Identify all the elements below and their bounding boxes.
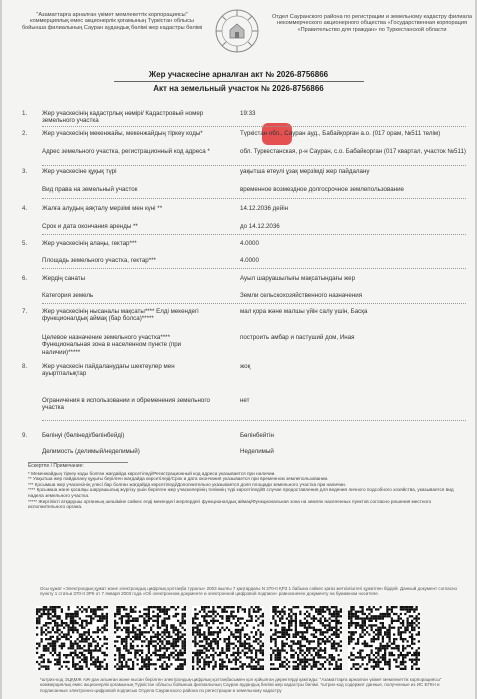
row-divider bbox=[42, 303, 466, 304]
row-divider bbox=[42, 234, 466, 235]
qr-code bbox=[348, 606, 420, 670]
note-line: **** Қосымша және қосалқы шаруашылық жүргізу үшін берілген жер учаскелерінің телімнің түрі көрсетіледі/В случае предоставления для ведения личного подсобного хозяйства, указывается вид надела земельного участка. bbox=[28, 487, 454, 498]
row-value: уақытша өтеулі ұзақ мерзімді жер пайдалану bbox=[240, 168, 370, 175]
row-divider bbox=[42, 126, 466, 127]
row-label: Бөлінуі (бөлінеді/бөлінбейді) bbox=[42, 432, 125, 439]
row-value: временное возмездное долгосрочное землепользование bbox=[240, 186, 404, 193]
row-label: Категория земель bbox=[42, 292, 94, 299]
row-value: Бөлінбейтін bbox=[240, 432, 274, 439]
row-number: 9. bbox=[22, 432, 28, 439]
row-label: Жер учаскесінің алаңы, гектар*** bbox=[42, 240, 137, 247]
qr-code bbox=[114, 606, 186, 670]
row-value: Неделимый bbox=[240, 448, 274, 455]
row-divider bbox=[42, 420, 466, 421]
row-number: 1. bbox=[22, 110, 28, 117]
emblem-icon bbox=[214, 8, 260, 54]
row-divider bbox=[42, 198, 466, 199]
row-number: 8. bbox=[22, 363, 28, 370]
row-value: до 14.12.2036 bbox=[240, 223, 280, 230]
row-label: Адрес земельного участка, регистрационный код адреса * bbox=[42, 148, 210, 155]
row-number: 5. bbox=[22, 240, 28, 247]
row-number: 4. bbox=[22, 205, 28, 212]
row-number: 7. bbox=[22, 308, 28, 315]
note-line: * Мекенжайдың тіркеу коды болған жағдайда көрсетіледі/Регистрационный код адреса указывается при наличии. bbox=[28, 470, 276, 476]
note-line: ** Уақытша жер пайдалану құқығы берілген жағдайда көрсетіледі/Срок и дата окончания указывается при временном землепользовании. bbox=[28, 476, 329, 482]
row-label: Делимость (делимый/неделимый) bbox=[42, 448, 140, 455]
title-divider bbox=[114, 81, 364, 82]
document-page bbox=[2, 0, 475, 699]
notes-block bbox=[28, 464, 458, 510]
row-value: нет bbox=[240, 397, 250, 404]
row-value: 4.0000 bbox=[240, 240, 259, 247]
row-number: 2. bbox=[22, 130, 28, 137]
legal-footer-text: Осы құжат «Электрондық құжат және электрондық цифрлық қолтаңба туралы» 2003 жылғы 7 қаңтардағы N 370-II ҚРЗ 1 бабына сәйкес қағаз жеткізгіштегі құжатпен бірдей. Данный документ согласно пункту 1 статьи 370-II ЗРК от 7 января 2003 года «Об электронном документе и электронной цифровой подписи» равнозначен документу на бумажном носителе. bbox=[40, 586, 457, 597]
row-value: Ауыл шаруашылығы мақсатындағы жер bbox=[240, 275, 356, 282]
row-value: обл. Туркестанская, р-н Сауран, с.о. Бабайкорган (017 квартал, участок №511) bbox=[240, 148, 466, 155]
row-label: Жер учаскесін пайдаланудағы шектеулер мен ауыртпалықтар bbox=[42, 363, 175, 378]
row-value: построить амбар и пастуший дом, Иная bbox=[240, 334, 355, 341]
title-kz: Жер учаскесіне арналған акт № 2026-8756866 bbox=[148, 70, 329, 79]
row-value: 19:33 bbox=[240, 110, 256, 117]
qr-code bbox=[270, 606, 342, 670]
row-label: Жер учаскесіне құқық түрі bbox=[42, 168, 117, 175]
row-value: жоқ bbox=[240, 363, 251, 370]
emblem-logo bbox=[214, 8, 260, 54]
row-label: Вид права на земельный участок bbox=[42, 186, 138, 193]
note-line: ***** Жергілікті атқарушы органның шешіміне сәйкес елді мекендегі жерлердегі функционалдық аймақ/Функциональная зона на землях населенных пунктов согласно решения местного исполнительного органа. bbox=[28, 498, 432, 510]
row-divider bbox=[42, 165, 466, 166]
row-label: Площадь земельного участка, гектар*** bbox=[42, 257, 156, 264]
row-value: 4.0000 bbox=[240, 257, 259, 264]
row-label: Срок и дата окончания аренды ** bbox=[42, 223, 138, 230]
row-label: Целевое назначение земельного участка**** Функциональная зона в населенном пункте (при наличии)***** bbox=[42, 334, 182, 356]
title-ru: Акт на земельный участок № 2026-8756866 bbox=[153, 84, 324, 93]
barcode-footer-text: *штрих-код ЭЦҚМЖ АЖ-дан алынған және нысан берілген электрондық-цифрлық қолтаңбасымен қол қойылған деректерді қамтиды: "Азаматтарға арналған үкімет мемлекеттік корпорациясы" коммерциялық емес акционерлік қоғамының Түркістан облысы бойынша филиалының Сауран аудандық бөлімі жер кадастры бөлімі. *штрих-код содержит данные, полученные из ИС ЕГКН и подписанные электронно-цифровой подписью Отдела Сауранского района по регистрации и земельному кадастру bbox=[40, 677, 442, 693]
header-right-text: Отдел Сауранского района по регистрации и земельному кадастру филиала некоммерческого акционерного общества «Государственная корпорация «Правительство для граждан» по Туркестанской области bbox=[272, 14, 472, 33]
notes-heading: Ескертпе / Примечание: bbox=[28, 463, 84, 469]
row-label: Жер учаскесінің кадастрлық нөмірі/ Кадастровый номер земельного участка bbox=[42, 110, 204, 125]
row-divider bbox=[42, 268, 466, 269]
row-value: Земли сельскохозяйственного назначения bbox=[240, 292, 363, 299]
row-value: Түркістан обл., Сауран ауд., Бабайқорған а.о. (017 орам, №511 телім) bbox=[240, 130, 441, 137]
row-value: 14.12.2036 дейін bbox=[240, 205, 288, 212]
row-number: 3. bbox=[22, 168, 28, 175]
row-number: 6. bbox=[22, 275, 28, 282]
note-line: *** Қосымша жер учаскесінің үлесі бар болған жағдайда көрсетіледі/Дополнительно указывается доля площади земельного участка при наличии. bbox=[28, 481, 347, 487]
qr-code bbox=[36, 606, 108, 670]
row-label: Жер учаскесінің нысаналы мақсаты**** Елді мекендегі функционалдық аймақ (бар болса)***** bbox=[42, 308, 199, 323]
header-left-text: "Азаматтарға арналған үкімет мемлекеттік корпорациясы" коммерциялық емес акционерлік қоғамының Түркістан облысы бойынша филиалының Сауран аудандық бөлімі жер кадастры бөлімі bbox=[21, 12, 203, 31]
row-label: Жалға алудың аяқталу мерзімі мен күні ** bbox=[42, 205, 163, 212]
qr-code bbox=[192, 606, 264, 670]
row-label: Жердің санаты bbox=[42, 275, 86, 282]
row-label: Ограничения в использовании и обременения земельного участка bbox=[42, 397, 210, 412]
row-value: мал қора және малшы үйін салу үшін, Басқа bbox=[240, 308, 368, 315]
row-label: Жер учаскесінің мекенжайы, мекенжайдың тіркеу коды* bbox=[42, 130, 203, 137]
